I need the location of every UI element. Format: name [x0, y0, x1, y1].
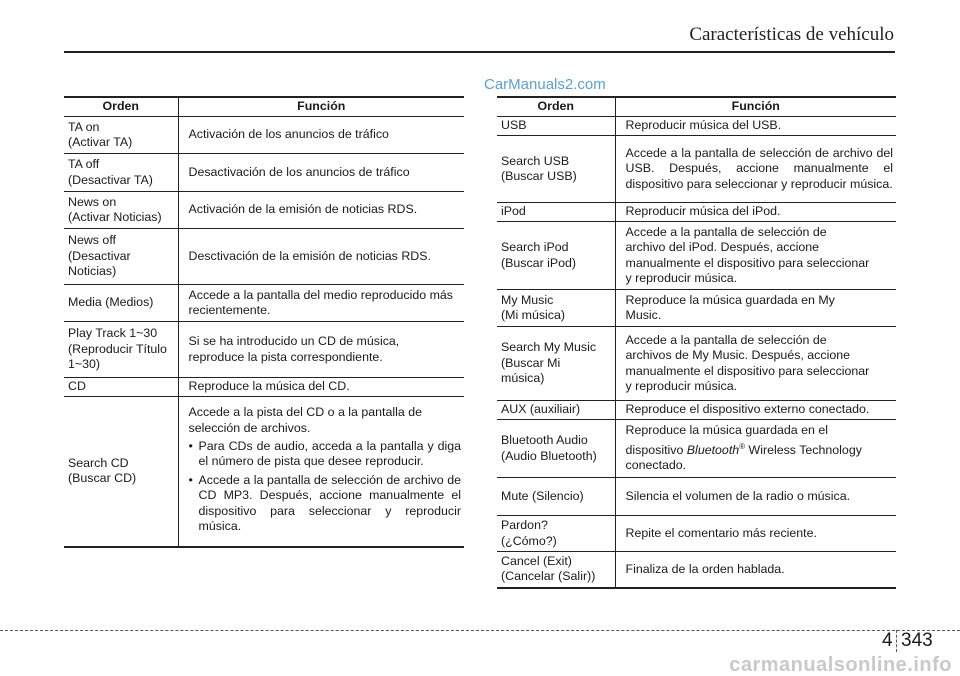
command-text: News on (Activar Noticias) — [68, 194, 162, 224]
table-row — [64, 397, 464, 547]
header-funcion: Función — [615, 97, 896, 117]
function-text: Reproduce el dispositivo externo conectado. — [625, 402, 870, 417]
cell-funcion — [615, 136, 896, 203]
table-row — [497, 478, 896, 516]
cell-funcion — [615, 222, 896, 290]
bullet-item: • Para CDs de audio, acceda a la pantalla y diga el número de pista que desee reproducir. — [189, 439, 462, 470]
command-text: TA off (Desactivar TA) — [68, 157, 153, 187]
command-text: AUX (auxiliair) — [501, 402, 581, 417]
function-text: Silencia el volumen de la radio o música. — [625, 488, 851, 503]
table-row — [64, 378, 464, 397]
function-text: Accede a la pantalla de selección de archivos de My Music. Después, accione manualmente el dispositivo para seleccionar y reproducir música. — [625, 332, 870, 393]
cell-funcion — [615, 290, 896, 327]
function-text: Si se ha introducido un CD de música, reproduce la pista correspondiente. — [188, 334, 400, 364]
table-row — [64, 117, 464, 154]
cell-orden — [497, 420, 615, 478]
cell-funcion — [178, 117, 464, 154]
table-row — [497, 117, 896, 136]
voice-commands-table-left — [64, 96, 464, 548]
cell-funcion — [178, 285, 464, 322]
brand-italic: Bluetooth — [686, 442, 740, 457]
command-text: Mute (Silencio) — [501, 488, 584, 503]
command-text: Media (Medios) — [68, 295, 154, 310]
function-text-cont: Wireless Technology conectado. — [625, 442, 862, 473]
function-text: Accede a la pantalla del medio reproducido más recientemente. — [188, 287, 453, 317]
header-orden: Orden — [497, 97, 615, 117]
function-text: Desctivación de la emisión de noticias RDS. — [188, 248, 431, 263]
header-funcion: Función — [178, 97, 464, 117]
footer-page-separator — [896, 630, 897, 652]
watermark: CarManuals2.com — [484, 76, 606, 93]
header-orden: Orden — [64, 97, 178, 117]
cell-orden — [64, 154, 178, 192]
function-text: Reproducir música del USB. — [625, 118, 782, 133]
cell-orden — [497, 136, 615, 203]
cell-funcion — [615, 203, 896, 222]
cell-orden — [497, 478, 615, 516]
function-text: Activación de los anuncios de tráfico — [188, 127, 389, 142]
cell-funcion — [615, 327, 896, 401]
command-text: Cancel (Exit) (Cancelar (Salir)) — [501, 553, 596, 584]
cell-orden — [64, 322, 178, 378]
command-text: Pardon? (¿Cómo?) — [501, 518, 557, 548]
cell-orden — [64, 378, 178, 397]
table-row — [497, 552, 896, 588]
table-row — [64, 322, 464, 378]
table-row — [64, 154, 464, 192]
table-header-row — [64, 97, 464, 117]
function-text: Desactivación de los anuncios de tráfico — [188, 164, 410, 179]
table-row — [497, 136, 896, 203]
cell-funcion — [615, 401, 896, 420]
cell-orden — [497, 117, 615, 136]
cell-funcion — [178, 229, 464, 285]
command-text: TA on (Activar TA) — [68, 119, 133, 149]
table-row — [497, 222, 896, 290]
cell-orden — [64, 397, 178, 547]
table-row — [64, 192, 464, 229]
site-watermark: carmanualsonline.info — [729, 654, 952, 676]
cell-orden — [497, 327, 615, 401]
function-text: Reproducir música del iPod. — [625, 204, 781, 219]
registered-mark: ® — [739, 441, 746, 451]
command-text: News off (Desactivar Noticias) — [68, 233, 131, 279]
command-text: Search CD (Buscar CD) — [68, 455, 137, 486]
function-text: Accede a la pantalla de selección de archivo del USB. Después, accione manualmente el dispositivo para seleccionar y reproducir música. — [625, 145, 893, 191]
bullet-list — [189, 439, 462, 534]
table-row — [64, 229, 464, 285]
table-row — [497, 516, 896, 552]
header-rule — [64, 51, 895, 53]
function-text: Accede a la pista del CD o a la pantalla de selección de archivos. — [188, 405, 423, 435]
table-row — [497, 401, 896, 420]
function-text: Reproduce la música del CD. — [188, 379, 350, 394]
function-text: Reproduce la música guardada en el dispositivo — [625, 423, 829, 457]
command-text: My Music (Mi música) — [501, 292, 566, 322]
cell-orden — [497, 552, 615, 588]
command-text: USB — [501, 118, 527, 133]
command-text: Search My Music (Buscar Mi música) — [501, 340, 597, 386]
function-text: Accede a la pantalla de selección de archivo del iPod. Después, accione manualmente el dispositivo para seleccionar y reproducir música. — [625, 224, 870, 285]
cell-orden — [64, 229, 178, 285]
cell-funcion — [615, 478, 896, 516]
cell-funcion — [178, 154, 464, 192]
command-text: Search iPod (Buscar iPod) — [501, 240, 577, 270]
table-row — [497, 203, 896, 222]
table-header-row — [497, 97, 896, 117]
command-text: CD — [68, 379, 86, 394]
section-title: Características de vehículo — [689, 24, 894, 45]
command-text: Bluetooth Audio (Audio Bluetooth) — [501, 433, 597, 463]
cell-orden — [497, 401, 615, 420]
cell-orden — [64, 117, 178, 154]
cell-orden — [497, 222, 615, 290]
bullet-item: • Accede a la pantalla de selección de archivo de CD MP3. Después, accione manualmente el dispositivo para seleccionar y reproducir música. — [189, 473, 462, 535]
command-text: Search USB (Buscar USB) — [501, 153, 577, 183]
function-text: Repite el comentario más reciente. — [625, 525, 817, 540]
cell-orden — [64, 285, 178, 322]
table-row — [497, 290, 896, 327]
table-row — [497, 327, 896, 401]
chapter-number: 4 — [882, 630, 893, 651]
cell-funcion — [615, 117, 896, 136]
function-text: Finaliza de la orden hablada. — [625, 561, 785, 576]
command-text: iPod — [501, 204, 526, 219]
cell-orden — [497, 203, 615, 222]
cell-orden — [64, 192, 178, 229]
footer-divider — [0, 630, 960, 631]
command-text: Play Track 1~30 (Reproducir Título 1~30) — [68, 326, 167, 372]
cell-funcion — [615, 552, 896, 588]
cell-funcion — [178, 397, 464, 547]
cell-funcion — [178, 192, 464, 229]
cell-funcion — [178, 378, 464, 397]
cell-funcion — [178, 322, 464, 378]
cell-funcion — [615, 420, 896, 478]
cell-funcion — [615, 516, 896, 552]
cell-orden — [497, 290, 615, 327]
function-text: Reproduce la música guardada en My Music. — [625, 292, 835, 322]
cell-orden — [497, 516, 615, 552]
page-number: 343 — [901, 630, 933, 651]
table-row — [64, 285, 464, 322]
voice-commands-table-right — [497, 96, 896, 589]
table-row — [497, 420, 896, 478]
function-text: Activación de la emisión de noticias RDS. — [188, 202, 418, 217]
